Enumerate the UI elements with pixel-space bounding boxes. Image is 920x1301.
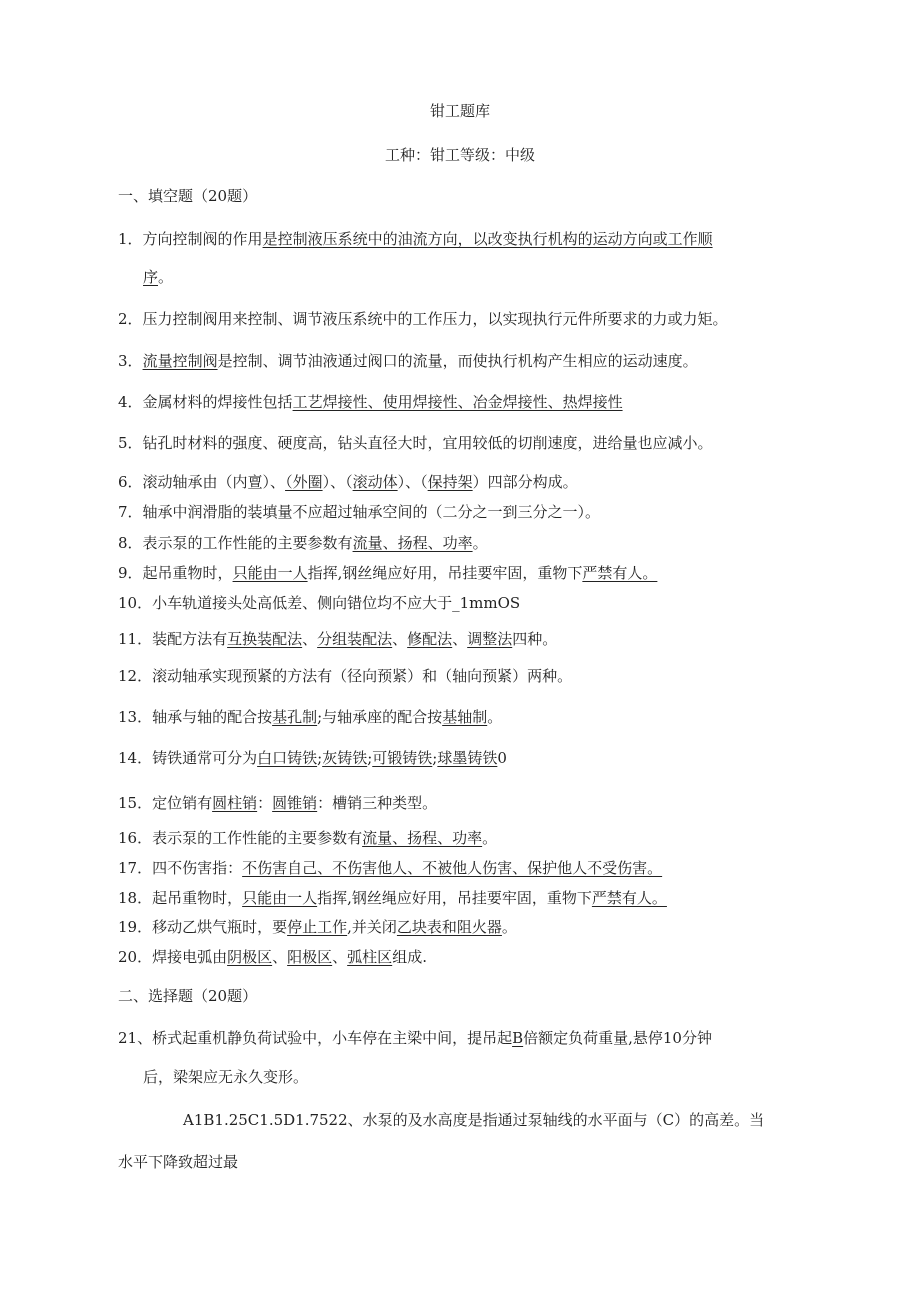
- question-4: 4．金属材料的焊接性包括工艺焊接性、使用焊接性、冶金焊接性、热焊接性: [118, 393, 623, 411]
- question-19: 19．移动乙烘气瓶时，要停止工作,并关闭乙块表和阻火器。: [118, 918, 517, 936]
- question-11: 11．装配方法有互换装配法、分组装配法、修配法、调整法四种。: [118, 630, 558, 648]
- question-21-cont: 后，梁架应无永久变形。: [143, 1068, 309, 1086]
- question-1-cont: 序。: [143, 268, 174, 286]
- question-10: 10．小车轨道接头处高低差、侧向错位均不应大于_1mmOS: [118, 594, 521, 612]
- question-22: A1B1.25C1.5D1.7522、水泵的及水高度是指通过泵轴线的水平面与（C）的高差。当: [183, 1111, 765, 1129]
- question-3: 3．流量控制阀是控制、调节油液通过阀口的流量，而使执行机构产生相应的运动速度。: [118, 352, 698, 370]
- question-17: 17．四不伤害指：不伤害自己、不伤害他人、不被他人伤害、保护他人不受伤害。: [118, 859, 663, 877]
- question-9: 9．起吊重物时，只能由一人指挥,钢丝绳应好用，吊挂要牢固，重物下严禁有人。: [118, 564, 658, 582]
- page-subtitle: 工种：钳工等级：中级: [384, 146, 535, 164]
- question-14: 14．铸铁通常可分为白口铸铁;灰铸铁;可锻铸铁;球墨铸铁0: [118, 749, 507, 767]
- question-7: 7．轴承中润滑脂的装填量不应超过轴承空间的（二分之一到三分之一）。: [118, 503, 601, 521]
- question-6: 6．滚动轴承由（内亶）、（外圈）、（滚动体）、（保持架）四部分构成。: [118, 473, 578, 491]
- question-5: 5．钻孔时材料的强度、硬度高，钻头直径大时，宜用较低的切削速度，进给量也应减小。: [118, 434, 713, 452]
- question-18: 18．起吊重物时，只能由一人指挥,钢丝绳应好用，吊挂要牢固，重物下严禁有人。: [118, 889, 667, 907]
- page-title: 钳工题库: [429, 102, 490, 120]
- section-heading-fill-in: 一、填空题（20题）: [118, 187, 258, 205]
- question-12: 12．滚动轴承实现预紧的方法有（径向预紧）和（轴向预紧）两种。: [118, 667, 573, 685]
- question-20: 20．焊接电弧由阴极区、阳极区、弧柱区组成.: [118, 948, 427, 966]
- question-13: 13．轴承与轴的配合按基孔制;与轴承座的配合按基轴制。: [118, 708, 503, 726]
- question-1: 1．方向控制阀的作用是控制液压系统中的油流方向，以改变执行机构的运动方向或工作顺: [118, 230, 713, 248]
- question-8: 8．表示泵的工作性能的主要参数有流量、扬程、功率。: [118, 534, 488, 552]
- section-heading-multiple-choice: 二、选择题（20题）: [118, 987, 258, 1005]
- question-21: 21、桥式起重机静负荷试验中，小车停在主梁中间，提吊起B倍额定负荷重量,悬停10分钟: [118, 1029, 712, 1047]
- question-16: 16．表示泵的工作性能的主要参数有流量、扬程、功率。: [118, 829, 498, 847]
- question-15: 15．定位销有圆柱销：圆锥销：槽销三种类型。: [118, 794, 438, 812]
- question-22-cont: 水平下降致超过最: [118, 1153, 239, 1171]
- question-2: 2．压力控制阀用来控制、调节液压系统中的工作压力，以实现执行元件所要求的力或力矩。: [118, 310, 728, 328]
